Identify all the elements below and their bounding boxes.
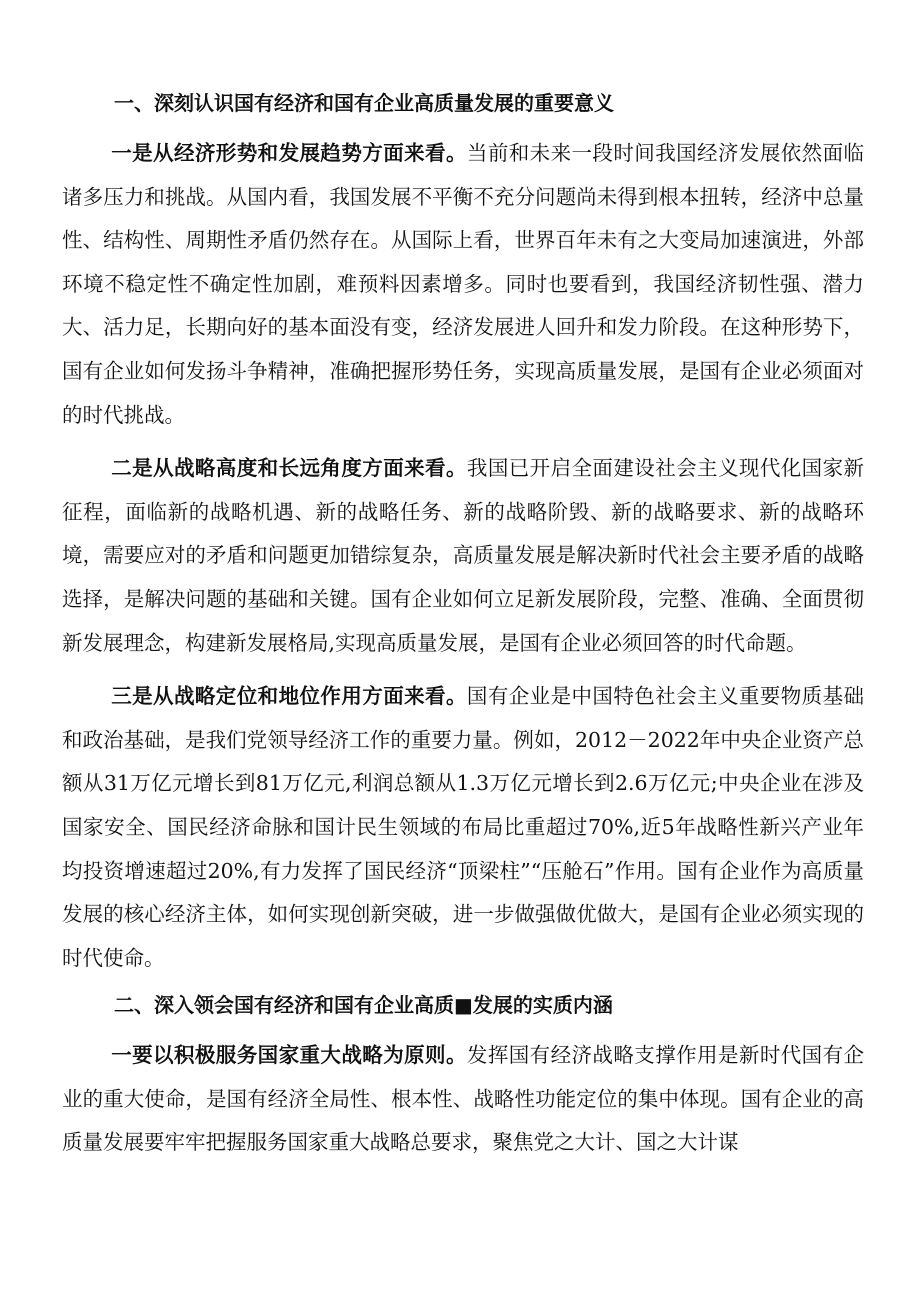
paragraph-text: 我国已开启全面建设社会主义现代化国家新征程，面临新的战略机遇、新的战略任务、新的战略阶毁、新的战略要求、新的战略环境，需要应对的矛盾和问题更加错综复杂，高质量发展是解决新时代社会主要矛盾的战略选择，是解决问题的基础和关键。国有企业如何立足新发展阶段，完整、准确、全面贯彻新发展理念，构建新发展格局,实现高质量发展，是国有企业必须回答的时代命题。 [62, 456, 865, 655]
paragraph-lead: 一是从经济形势和发展趋势方面来看。 [111, 141, 467, 165]
section-1-heading: 一、深刻认识国有经济和国有企业高质量发展的重要意义 [114, 91, 614, 115]
section-1-paragraph-2 [62, 447, 864, 665]
section-1-paragraph-1 [62, 132, 864, 437]
document-page [62, 88, 864, 1175]
paragraph-text: 发挥国有经济战略支撑作用是新时代国有企业的重大使命，是国有经济全局性、根本性、战略性功能定位的集中体现。国有企业的高质量发展要牢牢把握服务国家重大战略总要求，聚焦党之大计、国之大计谋 [62, 1043, 865, 1155]
section-2-paragraph-1 [62, 1034, 864, 1165]
section-2-heading: 二、深入领会国有经济和国有企业高质■发展的实质内涵 [114, 993, 613, 1018]
paragraph-text: 国有企业是中国特色社会主义重要物质基础和政治基础，是我们党领导经济工作的重要力量。例如，2012－2022年中央企业资产总额从31万亿元增长到81万亿元,利润总额从1.3万亿元增长到2.6万亿元;中央企业在涉及国家安全、国民经济命脉和国计民生领域的布局比重超过70%,近5年战略性新兴产业年均投资增速超过20%,有力发挥了国民经济“顶梁柱”“压舱石”作用。国有企业作为高质量发展的核心经济主体，如何实现创新突破，进一步做强做优做大，是国有企业必须实现的时代使命。 [62, 684, 865, 970]
paragraph-text: 当前和未来一段时间我国经济发展依然面临诸多压力和挑战。从国内看，我国发展不平衡不充分问题尚未得到根本扭转，经济中总量性、结构性、周期性矛盾仍然存在。从国际上看，世界百年未有之大变局加速演进，外部环境不稳定性不确定性加剧，难预料因素增多。同时也要看到，我国经济韧性强、潜力大、活力足，长期向好的基本面没有变，经济发展进人回升和发力阶段。在这种形势下，国有企业如何发扬斗争精神，准确把握形势任务，实现高质量发展，是国有企业必须面对的时代挑战。 [62, 141, 865, 427]
paragraph-lead: 三是从战略定位和地位作用方面来看。 [111, 684, 467, 709]
paragraph-lead: 一要以积极服务国家重大战略为原则。 [111, 1043, 467, 1068]
section-1-paragraph-3 [62, 675, 864, 980]
paragraph-lead: 二是从战略高度和长远角度方面来看。 [111, 456, 467, 481]
